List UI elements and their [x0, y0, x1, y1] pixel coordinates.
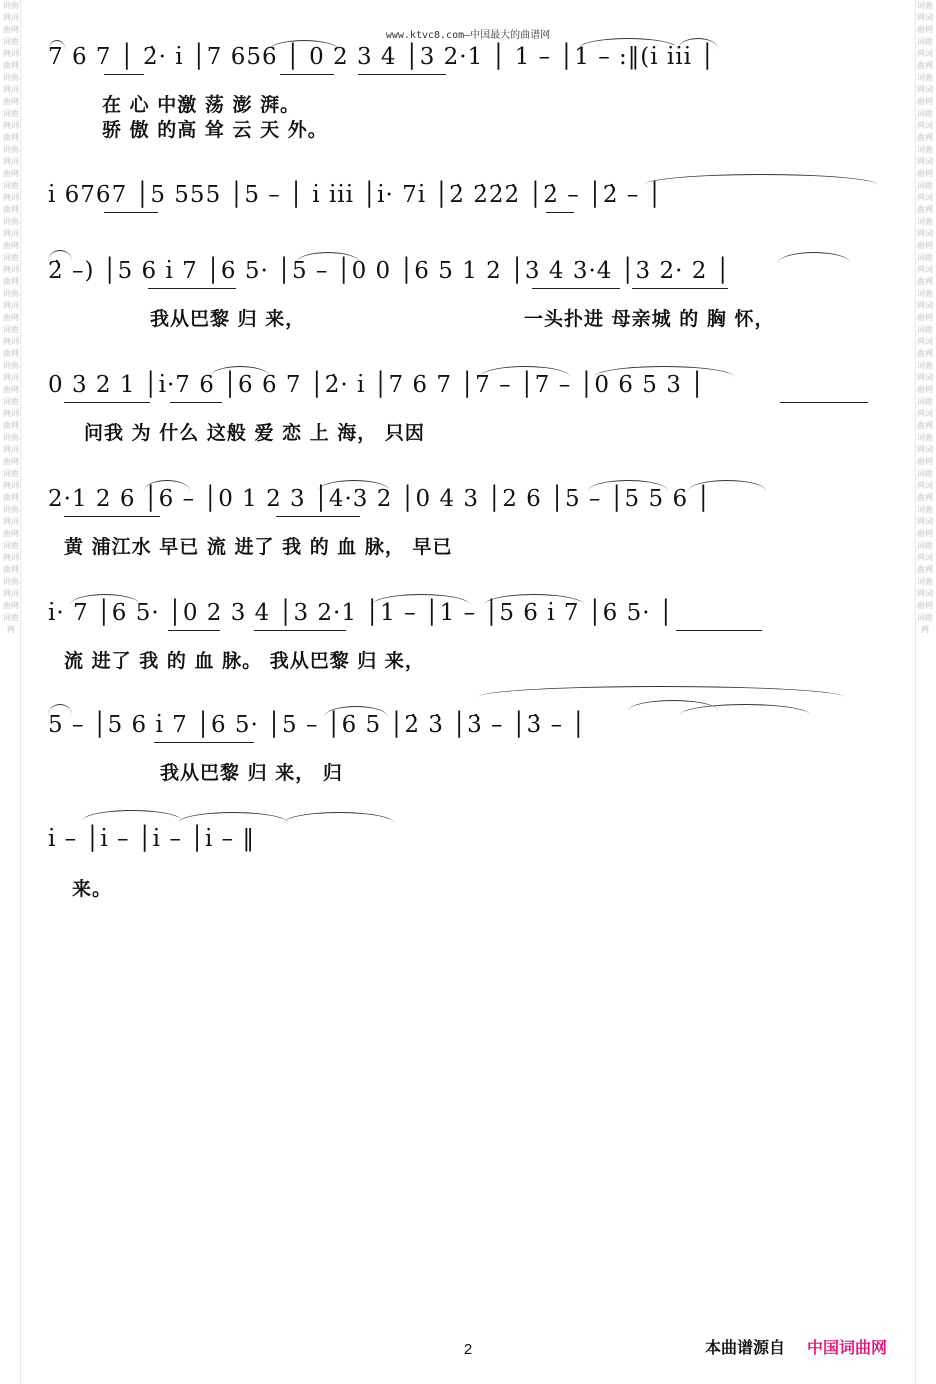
notes-line-2: i̇ 6767 │5 555 │5 – │ i̇ i̇i̇i̇ │i̇· 7i̇ │2̇ 2̇2̇2̇ │2̇ – │2̇ – │	[48, 182, 663, 208]
left-margin-watermark: 词曲网词曲网词曲网词曲网词曲网词曲网词曲网词曲网词曲网词曲网词曲网词曲网词曲网词曲网词曲网词曲网词曲网词曲网词曲网词曲网词曲网词曲网词曲网词曲网词曲网词曲网词曲网词曲网词曲网词曲网词曲网词曲网词曲网词曲网词曲网	[2, 0, 21, 1384]
notes-line-6: i̇· 7 │6 5· │0 2 3 4 │3 2·1 │1 – │1 – │5 6 i̇ 7 │6 5· │	[48, 600, 674, 626]
brand-link[interactable]: 中国词曲网	[807, 1338, 888, 1357]
lyric-line-4: 问我 为 什么 这般 爱 恋 上 海， 只因	[84, 422, 425, 444]
notes-line-5: 2·1 2 6 │6 – │0 1 2 3 │4·3 2 │0 4 3 │2 6 │5 – │5 5 6 │	[48, 486, 712, 512]
lyric-line-5: 黄 浦江水 早已 流 进了 我 的 血 脉， 早已	[64, 536, 453, 558]
notes-line-8: i̇ – │i̇ – │i̇ – │i̇ – ‖	[48, 826, 255, 852]
lyric-line-1a: 在 心 中激 荡 澎 湃。	[102, 94, 301, 116]
notes-line-1: 7 6 7 │ 2̇· i̇ │7 656 │ 0 2 3 4 │3 2·1 │ 1 – │1 – :‖(i̇ i̇i̇i̇ │	[48, 44, 716, 70]
source-footer	[705, 1335, 887, 1358]
site-header-watermark: www.ktvc8.com—中国最大的曲谱网	[385, 30, 551, 41]
lyric-line-8: 来。	[72, 878, 113, 900]
page-number: 2	[463, 1341, 473, 1358]
lyric-line-7: 我从巴黎 归 来， 归	[160, 762, 343, 784]
source-label: 本曲谱源自	[705, 1338, 786, 1357]
notes-line-3: 2̇ –) │5 6 i̇ 7 │6 5· │5 – │0 0 │6 5 1 2 │3 4 3·4 │3 2· 2 │	[48, 258, 731, 284]
lyric-line-1b: 骄 傲 的高 耸 云 天 外。	[102, 119, 328, 141]
notes-line-7: 5 – │5 6 i̇ 7 │6 5· │5 – │6 5 │2̇ 3̇ │3̇ – │3̇ – │	[48, 712, 587, 738]
lyric-line-3a: 我从巴黎 归 来，	[150, 308, 306, 330]
right-margin-watermark: 词曲网词曲网词曲网词曲网词曲网词曲网词曲网词曲网词曲网词曲网词曲网词曲网词曲网词曲网词曲网词曲网词曲网词曲网词曲网词曲网词曲网词曲网词曲网词曲网词曲网词曲网词曲网词曲网词曲网词曲网词曲网词曲网词曲网词曲网词曲网	[915, 0, 934, 1384]
notes-line-4: 0 3 2 1 │i̇·7 6 │6 6 7 │2̇· i̇ │7 6 7 │7 – │7 – │0 6 5 3 │	[48, 372, 705, 398]
lyric-line-3b: 一头扑进 母亲城 的 胸 怀，	[524, 308, 775, 330]
lyric-line-6: 流 进了 我 的 血 脉。 我从巴黎 归 来，	[64, 650, 425, 672]
